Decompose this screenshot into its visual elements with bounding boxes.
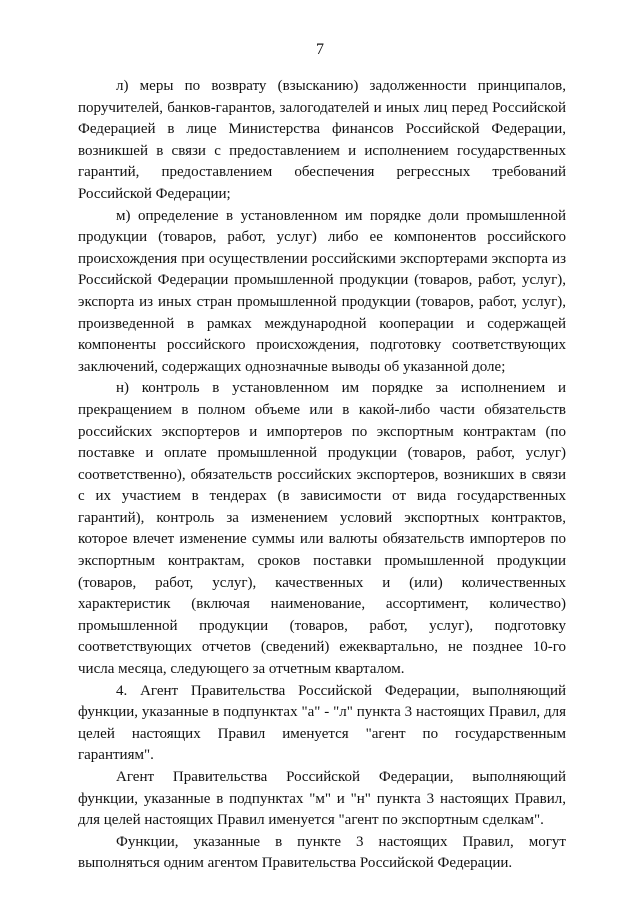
paragraph-export-agent: Агент Правительства Российской Федерации, выполняющий функции, указанные в подпунктах "м" и "н" пункта 3 настоящих Правил, для целей настоящих Правил именуется "агент по экспортным сделкам". [78, 769, 566, 829]
paragraph-subitem-m: м) определение в установленном им порядке доли промышленной продукции (товаров, работ, услуг) либо ее компонентов российского происхождения при осуществлении российскими экспортерами экспорта из Российской Федерации промышленной продукции (товаров, работ, услуг), экспорта из иных стран промышленной продукции (товаров, работ, услуг), произведенной в рамках международной кооперации и содержащей компоненты российского происхождения, подготовку соответствующих заключений, содержащих однозначные выводы об указанной доле; [78, 207, 566, 375]
paragraph-item-4: 4. Агент Правительства Российской Федерации, выполняющий функции, указанные в подпунктах "а" - "л" пункта 3 настоящих Правил, для целей настоящих Правил именуется "агент по государственным гарантиям". [78, 682, 566, 764]
paragraph-subitem-l: л) меры по возврату (взысканию) задолженности принципалов, поручителей, банков-гарантов, залогодателей и иных лиц перед Российской Федерацией в лице Министерства финансов Российской Федерации, возникшей в связи с предоставлением и исполнением государственных гарантий, предоставлением обеспечения регрессных требований Российской Федерации; [78, 78, 566, 202]
page-number: 7 [316, 41, 324, 58]
document-body [78, 76, 566, 875]
paragraph-single-agent: Функции, указанные в пункте 3 настоящих Правил, могут выполняться одним агентом Правительства Российской Федерации. [78, 833, 566, 872]
paragraph-subitem-n: н) контроль в установленном им порядке за исполнением и прекращением в полном объеме или в какой-либо части обязательств российских экспортеров и импортеров по экспортным контрактам (по поставке и оплате промышленной продукции (товаров, работ, услуг) соответственно), обязательств российских экспортеров, возникших в связи с их участием в тендерах (в зависимости от вида государственных гарантий), контроль за изменением условий экспортных контрактов, которое влечет изменение суммы или валюты обязательств импортеров по экспортным контрактам, сроков поставки промышленной продукции (товаров, работ, услуг), качественных и (или) количественных характеристик (включая наименование, ассортимент, количество) промышленной продукции (товаров, работ, услуг), подготовку соответствующих отчетов (сведений) ежеквартально, не позднее 10-го числа месяца, следующего за отчетным кварталом. [78, 380, 566, 678]
